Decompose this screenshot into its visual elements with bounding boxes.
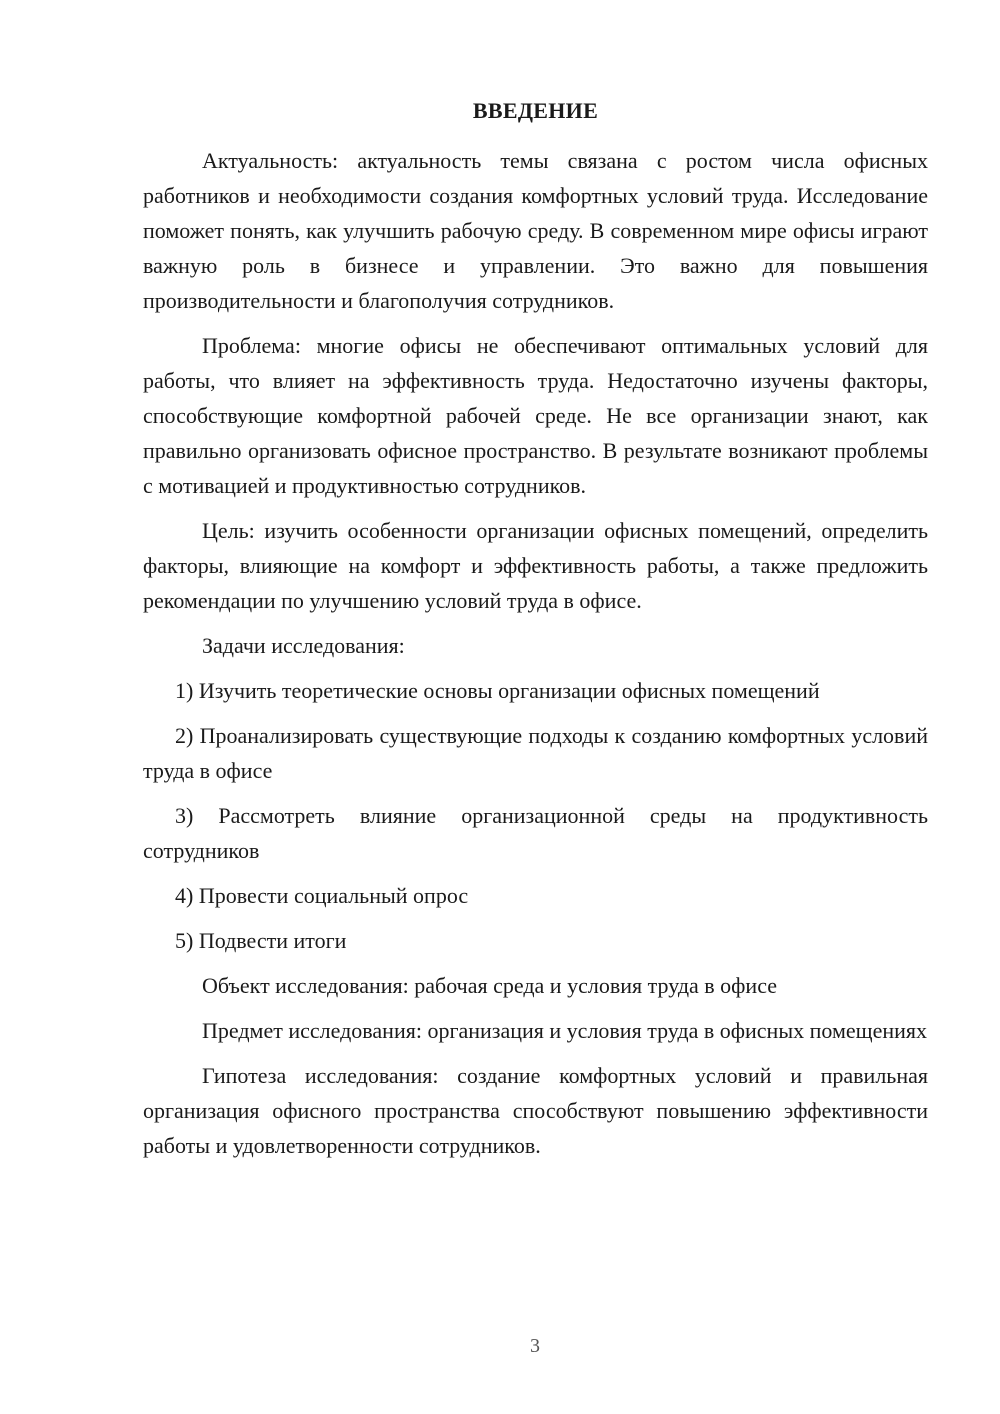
tasks-heading: Задачи исследования: — [202, 633, 405, 658]
paragraph-problem: Проблема: многие офисы не обеспечивают оптимальных условий для работы, что влияет на эффективность труда. Недостаточно изучены факторы, способствующие комфортной рабочей среде. Не все организации знают, как правильно организовать офисное пространство. В результате возникают проблемы с мотивацией и продуктивностью сотрудников. — [143, 333, 928, 498]
task-item-2: 2) Проанализировать существующие подходы к созданию комфортных условий труда в офисе — [143, 723, 928, 783]
task-item-4: 4) Провести социальный опрос — [175, 883, 469, 908]
paragraph-subject: Предмет исследования: организация и условия труда в офисных помещениях — [202, 1018, 928, 1043]
paragraph-hypothesis: Гипотеза исследования: создание комфортных условий и правильная организация офисного пространства способствуют повышению эффективности работы и удовлетворенности сотрудников. — [143, 1063, 928, 1158]
document-body — [143, 143, 928, 1173]
paragraph-object: Объект исследования: рабочая среда и условия труда в офисе — [202, 973, 777, 998]
task-item-3: 3) Рассмотреть влияние организационной среды на продуктивность сотрудников — [143, 803, 928, 863]
paragraph-actuality: Актуальность: актуальность темы связана с ростом числа офисных работников и необходимости создания комфортных условий труда. Исследование поможет понять, как улучшить рабочую среду. В современном мире офисы играют важную роль в бизнесе и управлении. Это важно для повышения производительности и благополучия сотрудников. — [143, 148, 928, 313]
page-title: ВВЕДЕНИЕ — [472, 98, 599, 123]
task-item-5: 5) Подвести итоги — [175, 928, 347, 953]
paragraph-goal: Цель: изучить особенности организации офисных помещений, определить факторы, влияющие на комфорт и эффективность работы, а также предложить рекомендации по улучшению условий труда в офисе. — [143, 518, 928, 613]
task-item-1: 1) Изучить теоретические основы организации офисных помещений — [175, 678, 820, 703]
page-number: 3 — [530, 1335, 540, 1357]
